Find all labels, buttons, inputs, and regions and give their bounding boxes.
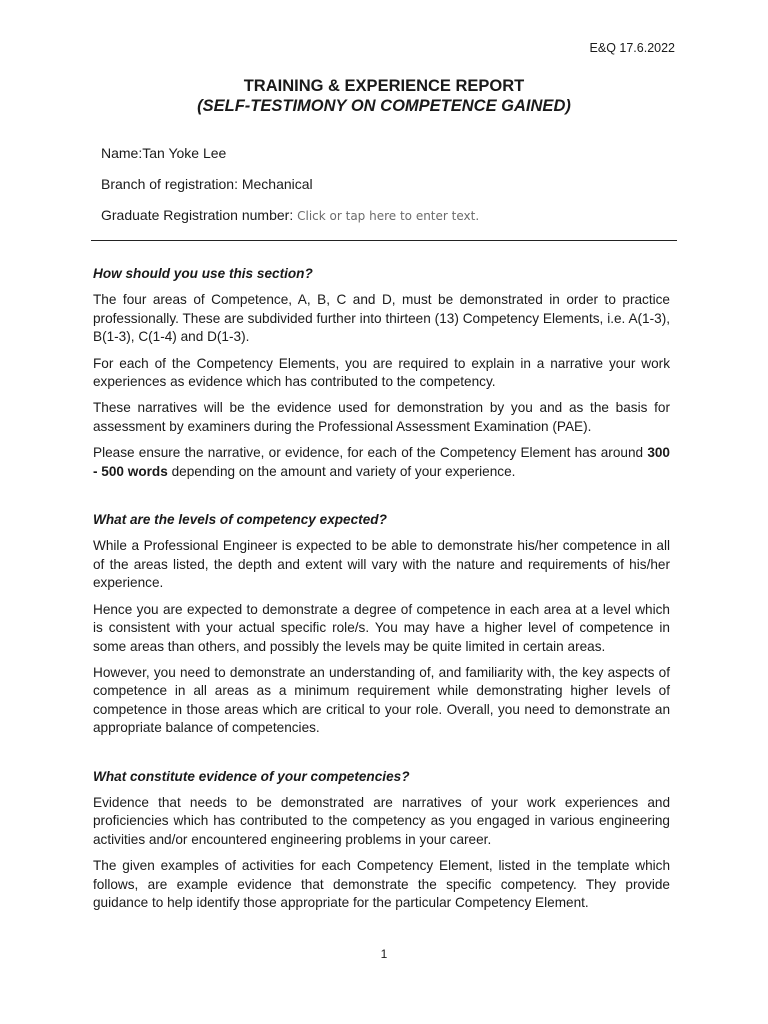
section-heading: What constitute evidence of your competencies? (93, 768, 410, 784)
graduate-registration-input[interactable]: Click or tap here to enter text. (297, 209, 480, 223)
section-heading: What are the levels of competency expected? (93, 512, 387, 528)
graduate-registration-field (101, 207, 479, 223)
paragraph: The four areas of Competence, A, B, C and D, must be demonstrated in order to practice professionally. These are subdivided further into thirteen (13) Competency Elements, i.e. A(1-3), B(1-3), C(1-4) and D(1-3). (93, 292, 670, 345)
graduate-registration-label: Graduate Registration number: (101, 207, 294, 223)
word-count-emphasis: 300 - 500 words (93, 445, 670, 479)
paragraph: For each of the Competency Elements, you are required to explain in a narrative your work experiences as evidence which has contributed to the competency. (93, 355, 670, 390)
report-title-subtitle: (SELF-TESTIMONY ON COMPETENCE GAINED) (197, 97, 571, 115)
paragraph: Hence you are expected to demonstrate a degree of competence in each area at a level which is consistent with your actual specific role/s. You may have a higher level of competence in some areas than others, and possibly the levels may be quite limited in certain areas. (93, 601, 670, 654)
report-title (0, 76, 768, 116)
paragraph: These narratives will be the evidence used for demonstration by you and as the basis for assessment by examiners during the Professional Assessment Examination (PAE). (93, 400, 670, 434)
branch-field: Branch of registration: Mechanical (101, 176, 313, 192)
paragraph: While a Professional Engineer is expected to be able to demonstrate his/her competence in all of the areas listed, the depth and extent will vary with the nature and requirements of his/her experience. (93, 538, 670, 591)
paragraph: Evidence that needs to be demonstrated are narratives of your work experiences and proficiencies which has contributed to the competency as you engaged in various engineering activities and/or encountered engineering problems in your career. (93, 794, 670, 847)
name-field: Name:Tan Yoke Lee (101, 145, 227, 161)
section-divider (91, 240, 677, 241)
document-reference: E&Q 17.6.2022 (589, 41, 675, 55)
page-number: 1 (380, 947, 388, 961)
guidance-content (93, 265, 670, 920)
section-heading: How should you use this section? (93, 266, 313, 281)
report-title-main: TRAINING & EXPERIENCE REPORT (243, 77, 525, 95)
paragraph: The given examples of activities for each Competency Element, listed in the template which follows, are example evidence that demonstrate the specific competency. They provide guidance to help identify those appropriate for the particular Competency Element. (93, 858, 670, 910)
paragraph: Please ensure the narrative, or evidence, for each of the Competency Element has around 300 - 500 words depending on the amount and variety of your experience. (93, 445, 670, 479)
paragraph: However, you need to demonstrate an understanding of, and familiarity with, the key aspects of competence in all areas as a minimum requirement while demonstrating higher levels of competence in those areas which are critical to your role. Overall, you need to demonstrate an appropriate balance of competencies. (93, 664, 670, 736)
